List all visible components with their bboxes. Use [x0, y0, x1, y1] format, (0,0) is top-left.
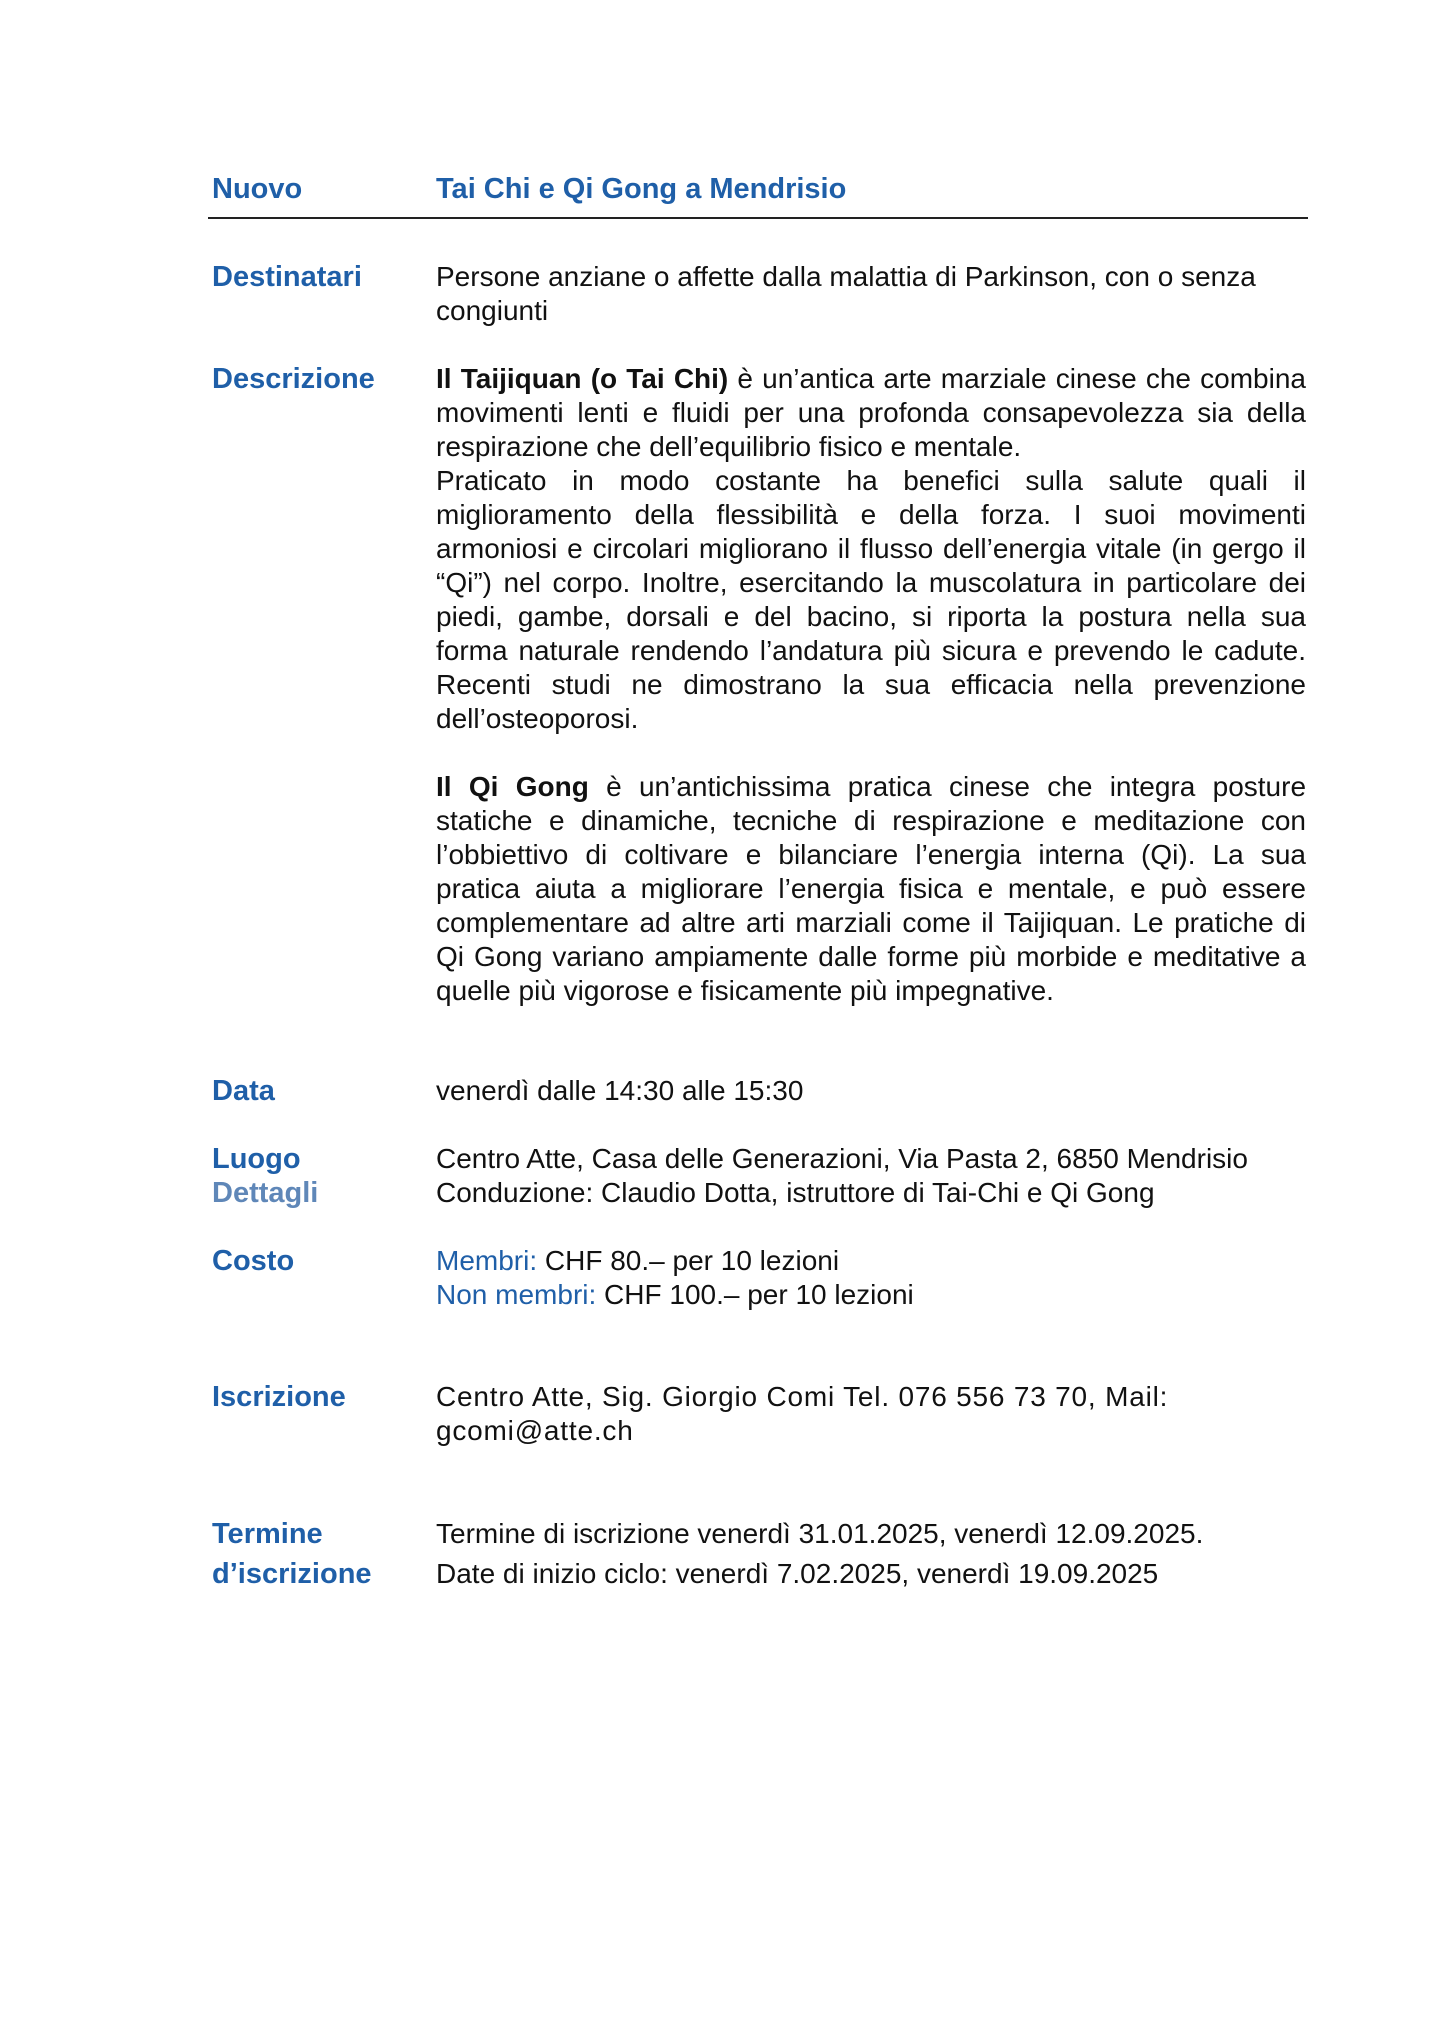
- iscrizione-contact: Centro Atte, Sig. Giorgio Comi Tel. 076 556 73 70, Mail:: [436, 1381, 1169, 1412]
- descrizione-paragraph-3: [436, 770, 1306, 1008]
- termine-label: [212, 1514, 412, 1594]
- costo-members: [436, 1244, 1306, 1278]
- iscrizione-email: gcomi@atte.ch: [436, 1415, 634, 1446]
- termine-label-line-2: d’iscrizione: [212, 1558, 372, 1590]
- destinatari-text: Persone anziane o affette dalla malattia di Parkinson, con o senza congiunti: [436, 261, 1256, 326]
- costo-nonmembers: [436, 1278, 1306, 1312]
- destinatari-label: Destinatari: [212, 261, 362, 293]
- dettagli-label: Dettagli: [212, 1177, 319, 1209]
- iscrizione-label: Iscrizione: [212, 1381, 346, 1413]
- members-price: CHF 80.– per 10 lezioni: [537, 1245, 840, 1276]
- luogo-label: Luogo: [212, 1143, 301, 1175]
- costo-label: Costo: [212, 1245, 295, 1277]
- termine-start-dates: Date di inizio ciclo: venerdì 7.02.2025, venerdì 19.09.2025: [436, 1558, 1159, 1589]
- nonmembers-price: CHF 100.– per 10 lezioni: [596, 1279, 914, 1310]
- paragraph-gap: [436, 736, 1306, 770]
- qigong-description: è un’antichissima pratica cinese che integra posture statiche e dinamiche, tecniche di respirazione e meditazione con l’obbiettivo di coltivare e bilanciare l’energia interna (Qi). La sua pratica aiuta a migliorare l’energia fisica e mentale, e può essere complementare ad altre arti marziali come il Taijiquan. Le pratiche di Qi Gong variano ampiamente dalle forme più morbide e meditative a quelle più vigorose e fisicamente più impegnative.: [436, 771, 1307, 1006]
- data-label: Data: [212, 1075, 275, 1107]
- descrizione-paragraph-1: [436, 362, 1306, 464]
- header-divider: [208, 217, 1308, 219]
- luogo-text: Centro Atte, Casa delle Generazioni, Via Pasta 2, 6850 Mendrisio: [436, 1143, 1248, 1174]
- termine-text: [436, 1514, 1306, 1594]
- header-label: Nuovo: [212, 173, 303, 205]
- termine-label-line-1: Termine: [212, 1518, 323, 1550]
- dettagli-text: Conduzione: Claudio Dotta, istruttore di Tai-Chi e Qi Gong: [436, 1177, 1155, 1208]
- data-text: venerdì dalle 14:30 alle 15:30: [436, 1075, 804, 1106]
- descrizione-paragraph-2: Praticato in modo costante ha benefici sulla salute quali il miglioramento della flessibilità e della forza. I suoi movimenti armoniosi e circolari migliorano il flusso dell’energia vitale (in gergo il “Qi”) nel corpo. Inoltre, esercitando la muscolatura in particolare dei piedi, gambe, dorsali e del bacino, si riporta la postura nella sua forma naturale rendendo l’andatura più sicura e prevendo le cadute. Recenti studi ne dimostrano la sua efficacia nella prevenzione dell’osteoporosi.: [436, 465, 1306, 734]
- termine-deadlines: Termine di iscrizione venerdì 31.01.2025, venerdì 12.09.2025.: [436, 1518, 1204, 1549]
- descrizione-body: [436, 362, 1306, 1008]
- members-label: Membri:: [436, 1245, 538, 1276]
- taijiquan-description: è un’antica arte marziale cinese che combina movimenti lenti e fluidi per una profonda consapevolezza sia della respirazione che dell’equilibrio fisico e mentale.: [436, 363, 1306, 462]
- nonmembers-label: Non membri:: [436, 1279, 597, 1310]
- taijiquan-term: Il Taijiquan (o Tai Chi): [436, 363, 729, 394]
- page-title: Tai Chi e Qi Gong a Mendrisio: [436, 173, 847, 205]
- qigong-term: Il Qi Gong: [436, 771, 589, 802]
- descrizione-label: Descrizione: [212, 363, 375, 395]
